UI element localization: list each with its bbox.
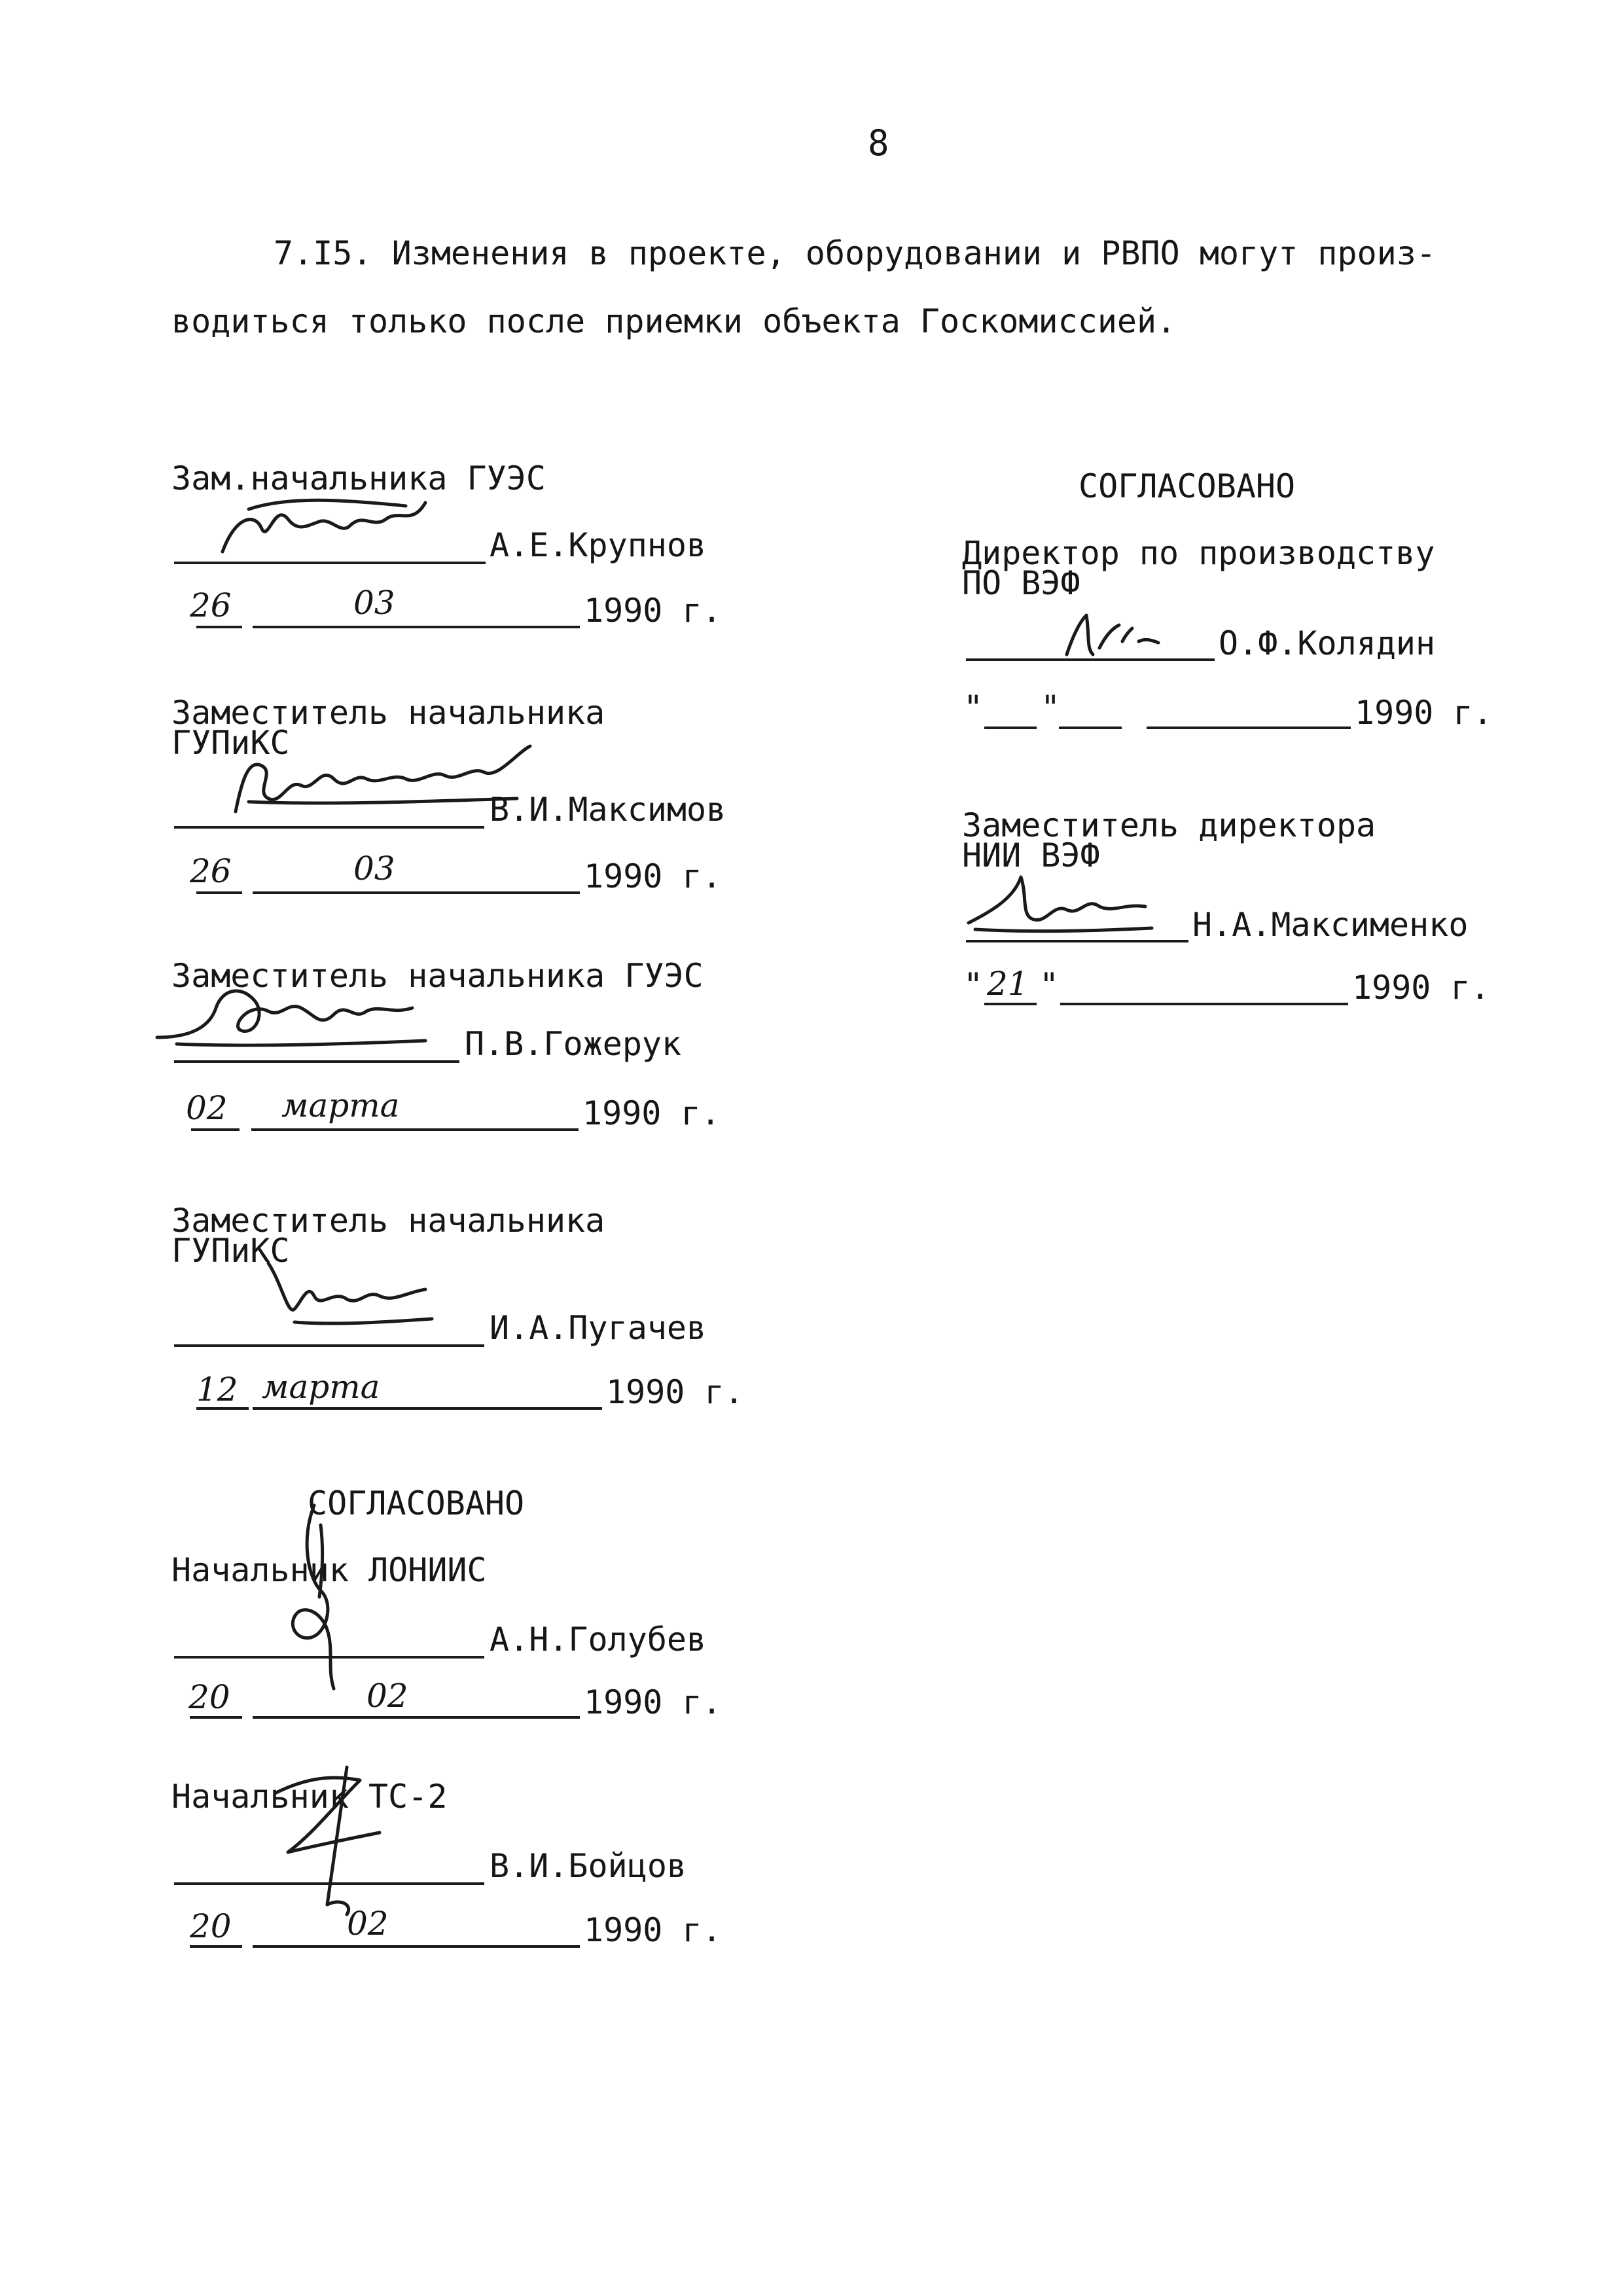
page-number: 8 <box>868 122 889 164</box>
date-year: 1990 г. <box>1355 694 1493 732</box>
signer-title: Начальник ЛОНИИС <box>171 1551 487 1589</box>
section-heading: СОГЛАСОВАНО <box>308 1484 525 1522</box>
date-day-line <box>190 1716 242 1719</box>
date-blank-line <box>1147 726 1351 729</box>
signature-boytsov <box>249 1754 419 1918</box>
signature-line <box>966 940 1188 942</box>
date-month-line <box>253 891 580 894</box>
signature-line <box>174 1882 484 1885</box>
date-day-line <box>190 1945 242 1948</box>
date-month-handwritten: марта <box>281 1086 400 1124</box>
signer-title-line-1: Заместитель начальника <box>171 1202 605 1240</box>
signer-title-line-1: Директор по производству <box>962 534 1435 572</box>
date-day-line <box>984 726 1037 729</box>
signer-name: А.Е.Крупнов <box>490 526 707 564</box>
date-day-line <box>191 1128 240 1131</box>
clause-text-line-2: водиться только после приемки объекта Госкомиссией. <box>171 302 1177 340</box>
signature-line <box>174 1344 484 1347</box>
date-day-handwritten: 21 <box>987 965 1029 1003</box>
date-year: 1990 г. <box>584 857 722 895</box>
date-day-handwritten: 26 <box>190 852 232 890</box>
date-year: 1990 г. <box>582 1094 721 1132</box>
signer-name: О.Ф.Колядин <box>1219 624 1436 662</box>
date-day-handwritten: 20 <box>190 1907 232 1945</box>
date-month-handwritten: 03 <box>353 584 395 622</box>
signature-line <box>966 658 1215 661</box>
signature-line <box>174 826 484 829</box>
signer-name: И.А.Пугачев <box>490 1309 707 1347</box>
date-year: 1990 г. <box>584 1683 722 1721</box>
signer-name: П.В.Гожерук <box>465 1025 682 1063</box>
signer-title-line-1: Заместитель директора <box>962 806 1376 844</box>
signer-title: Зам.начальника ГУЭС <box>171 459 546 497</box>
signer-title-line-2: ПО ВЭФ <box>962 564 1080 602</box>
date-month-line <box>251 1128 579 1131</box>
signature-line <box>174 562 486 564</box>
section-heading: СОГЛАСОВАНО <box>1079 467 1296 505</box>
signature-line <box>174 1656 484 1659</box>
signer-title: Заместитель начальника ГУЭС <box>171 957 704 995</box>
date-month-line <box>1059 726 1122 729</box>
date-mid-quote: " <box>1039 966 1060 1004</box>
date-month-line <box>253 1945 580 1948</box>
date-day-line <box>196 626 242 628</box>
date-year: 1990 г. <box>606 1373 744 1411</box>
date-day-handwritten: 02 <box>186 1089 228 1127</box>
signature-maksimenko <box>955 857 1165 936</box>
date-month-line <box>253 626 580 628</box>
signer-name: Н.А.Максименко <box>1192 906 1469 944</box>
signer-name: В.И.Максимов <box>490 791 726 829</box>
date-month-handwritten: 02 <box>366 1677 408 1715</box>
signer-name: А.Н.Голубев <box>490 1621 707 1659</box>
clause-text-line-1: 7.I5. Изменения в проекте, оборудовании и РВПО могут произ- <box>274 234 1436 272</box>
signer-title-line-2: НИИ ВЭФ <box>962 836 1100 874</box>
date-day-line <box>196 891 242 894</box>
date-month-line <box>253 1407 602 1410</box>
date-month-line <box>253 1716 580 1719</box>
date-open-quote: " <box>963 689 984 726</box>
date-day-handwritten: 12 <box>196 1371 238 1408</box>
date-day-handwritten: 20 <box>188 1678 230 1716</box>
signature-gozheruk <box>151 975 465 1060</box>
date-month-handwritten: 02 <box>347 1905 389 1943</box>
date-day-line <box>196 1407 249 1410</box>
signature-line <box>174 1060 459 1063</box>
date-mid-quote: " <box>1041 689 1061 726</box>
date-month-line <box>1060 1003 1348 1005</box>
date-month-handwritten: 03 <box>353 850 395 888</box>
signature-golubev <box>262 1499 366 1695</box>
signer-title: Начальник ТС-2 <box>171 1778 448 1816</box>
signer-name: В.И.Бойцов <box>490 1847 687 1885</box>
date-year: 1990 г. <box>584 1911 722 1949</box>
signature-pugachev <box>255 1244 452 1335</box>
signer-title-line-2: ГУПиКС <box>171 1232 290 1270</box>
signer-title-line-2: ГУПиКС <box>171 724 290 762</box>
date-day-line <box>984 1003 1037 1005</box>
signature-krupnov <box>209 490 445 568</box>
date-year: 1990 г. <box>1352 969 1490 1007</box>
date-open-quote: " <box>963 966 984 1004</box>
date-month-handwritten: марта <box>262 1368 380 1406</box>
signer-title-line-1: Заместитель начальника <box>171 694 605 732</box>
date-day-handwritten: 26 <box>190 586 232 624</box>
date-year: 1990 г. <box>584 592 722 630</box>
signature-kolyadin <box>1047 602 1178 661</box>
